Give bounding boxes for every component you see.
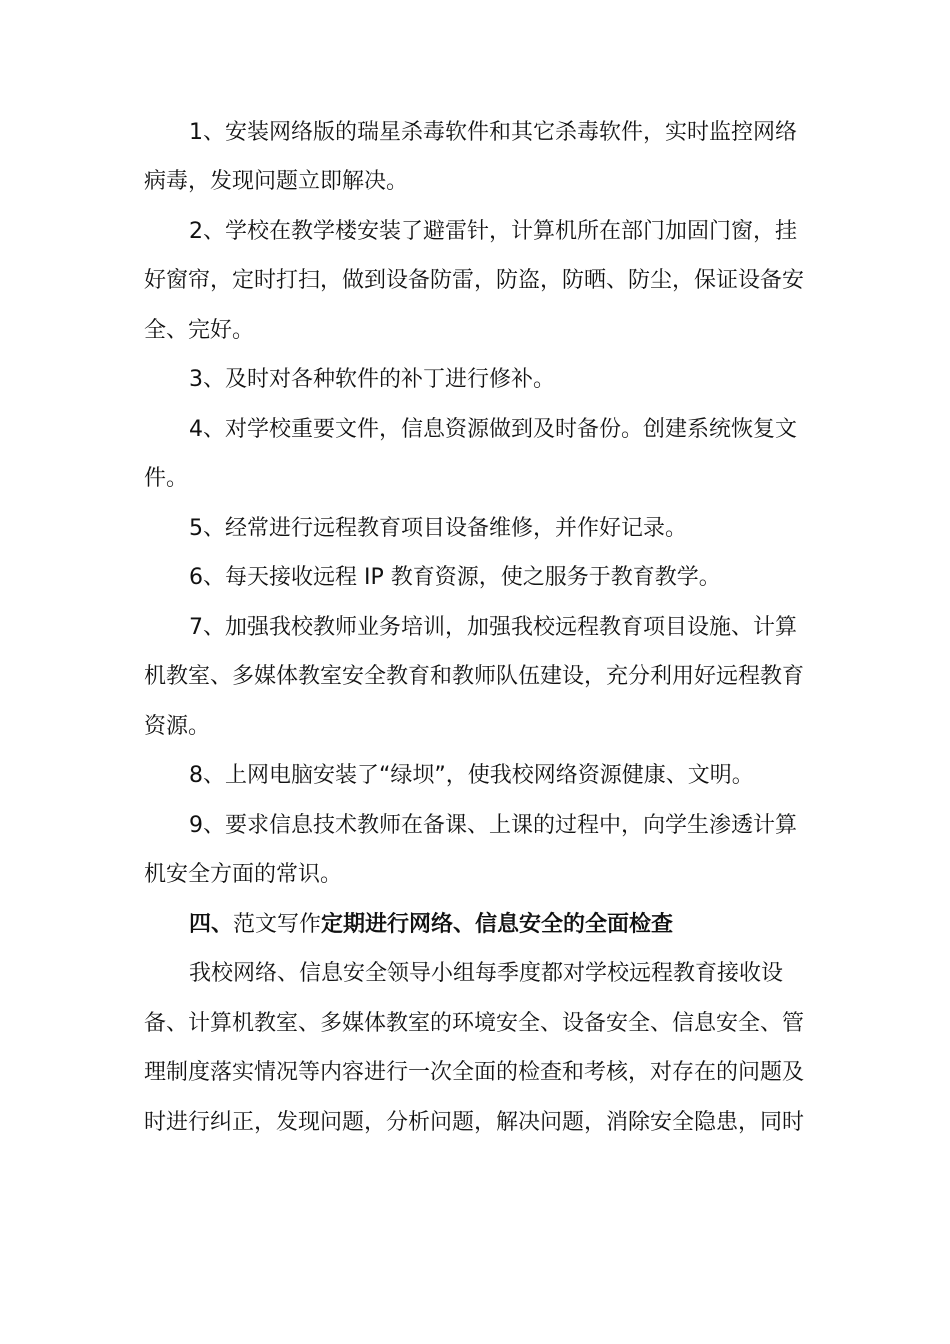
- text-line: 8、上网电脑安装了“绿坝”，使我校网络资源健康、文明。: [189, 763, 754, 788]
- text-line: 病毒，发现问题立即解决。: [144, 169, 409, 194]
- text-line: 件。: [144, 466, 189, 491]
- text-line: 6、每天接收远程 IP 教育资源，使之服务于教育教学。: [189, 565, 721, 590]
- section-title: 定期进行网络、信息安全的全面检查: [321, 912, 674, 937]
- text-line: 机安全方面的常识。: [144, 862, 343, 887]
- text-line: 9、要求信息技术教师在备课、上课的过程中，向学生渗透计算: [189, 813, 797, 838]
- text-line: 7、加强我校教师业务培训，加强我校远程教育项目设施、计算: [189, 615, 797, 640]
- section-label: 范文写作: [233, 912, 322, 937]
- text-line: 2、学校在教学楼安装了避雷针，计算机所在部门加固门窗，挂: [189, 219, 797, 244]
- text-line: 备、计算机教室、多媒体教室的环境安全、设备安全、信息安全、管: [144, 1011, 805, 1036]
- text-line: 3、及时对各种软件的补丁进行修补。: [189, 367, 555, 392]
- text-line: 我校网络、信息安全领导小组每季度都对学校远程教育接收设: [189, 961, 784, 986]
- text-line: 全、完好。: [144, 318, 255, 343]
- text-line: 4、对学校重要文件，信息资源做到及时备份。创建系统恢复文: [189, 417, 797, 442]
- text-line: 好窗帘，定时打扫，做到设备防雷，防盗，防晒、防尘，保证设备安: [144, 268, 805, 293]
- text-line: 资源。: [144, 714, 211, 739]
- section-number: 四、: [189, 912, 234, 937]
- text-line: 机教室、多媒体教室安全教育和教师队伍建设，充分利用好远程教育: [144, 664, 805, 689]
- text-line: 1、安装网络版的瑞星杀毒软件和其它杀毒软件，实时监控网络: [189, 120, 797, 145]
- text-line: 理制度落实情况等内容进行一次全面的检查和考核，对存在的问题及: [144, 1060, 805, 1085]
- section-heading: [0, 903, 950, 947]
- text-line: 时进行纠正，发现问题，分析问题，解决问题，消除安全隐患，同时: [144, 1110, 805, 1135]
- text-line: 5、经常进行远程教育项目设备维修，并作好记录。: [189, 516, 687, 541]
